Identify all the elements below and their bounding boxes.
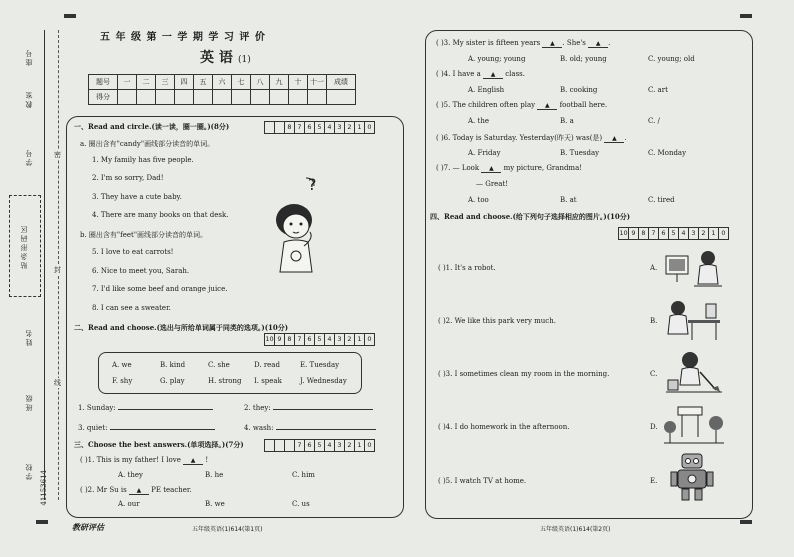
score-cell: 得分 — [89, 90, 118, 105]
s3-q5[interactable] — [436, 101, 607, 110]
s3-q3-end: . — [608, 39, 611, 47]
section1-item-5[interactable]: 5. I love to eat carrots! — [92, 248, 174, 256]
score-box[interactable]: 6 — [305, 121, 315, 134]
answer-blank[interactable] — [276, 429, 376, 430]
score-box[interactable]: 8 — [639, 227, 649, 240]
s3-q4[interactable] — [436, 70, 525, 79]
score-box[interactable]: 0 — [719, 227, 729, 240]
s4-item-1[interactable]: ( )1. It's a robot. — [438, 264, 496, 272]
score-box[interactable]: 2 — [699, 227, 709, 240]
score-input[interactable] — [194, 90, 213, 105]
s4-label-c: C. — [650, 370, 658, 378]
score-box[interactable]: 7 — [295, 439, 305, 452]
score-box[interactable]: 0 — [365, 121, 375, 134]
answer-blank[interactable]: ▲ — [537, 102, 557, 110]
s3-q3-opt-c[interactable]: C. young; old — [648, 55, 695, 63]
s3-q3-stem: ( )3. My sister is fifteen years — [436, 39, 541, 47]
section1-item-8[interactable]: 8. I can see a sweater. — [92, 304, 171, 312]
section3-heading: 三、Choose the best answers.(单项选择。)(7分) — [74, 440, 244, 449]
score-box[interactable]: 2 — [345, 333, 355, 346]
score-cell: 八 — [251, 75, 270, 90]
score-box[interactable]: 3 — [335, 121, 345, 134]
score-box[interactable]: 4 — [679, 227, 689, 240]
s3-q7-opt-b[interactable]: B. at — [560, 196, 577, 204]
section2-q4-label: 4. wash: — [244, 424, 274, 432]
score-input[interactable] — [232, 90, 251, 105]
score-box[interactable]: 1 — [355, 333, 365, 346]
margin-class: 班级 — [25, 393, 33, 411]
answer-blank[interactable] — [110, 429, 215, 430]
score-cell: 九 — [270, 75, 289, 90]
option-e: E. Tuesday — [300, 361, 340, 369]
subject-name: 英 语 — [200, 50, 233, 66]
score-box-empty — [264, 121, 275, 134]
s3-q1-opt-c[interactable]: C. him — [292, 471, 315, 479]
s3-q3[interactable] — [436, 39, 610, 48]
option-d: D. read — [254, 361, 280, 369]
score-cell: 四 — [175, 75, 194, 90]
s3-q6-opt-a[interactable]: A. Friday — [468, 149, 501, 157]
answer-blank[interactable]: ▲ — [129, 487, 149, 495]
score-box[interactable]: 1 — [709, 227, 719, 240]
score-box[interactable]: 5 — [669, 227, 679, 240]
score-box[interactable]: 5 — [315, 333, 325, 346]
s4-label-e: E. — [650, 477, 658, 485]
score-input[interactable] — [118, 90, 137, 105]
thinking-girl-illustration — [270, 176, 330, 286]
s3-q7-response: — Great! — [476, 180, 509, 188]
seal-char-3: 线 — [54, 379, 61, 387]
option-i: I. speak — [254, 377, 282, 385]
score-input[interactable] — [156, 90, 175, 105]
section2-q1 — [78, 404, 213, 412]
margin-line — [44, 30, 45, 500]
section1-item-2[interactable]: 2. I'm so sorry, Dad! — [92, 174, 164, 182]
seal-char-1: 密 — [54, 151, 61, 159]
s3-q3-mid: . She's — [562, 39, 586, 47]
score-box[interactable]: 4 — [325, 333, 335, 346]
picture-clean-room — [664, 350, 724, 394]
score-input[interactable] — [308, 90, 327, 105]
corner-mark — [740, 14, 752, 18]
subject-part: (1) — [237, 55, 251, 65]
score-input[interactable] — [327, 90, 356, 105]
score-box-empty — [275, 439, 285, 452]
score-cell: 一 — [118, 75, 137, 90]
score-box[interactable]: 0 — [365, 333, 375, 346]
barcode-area — [9, 195, 41, 297]
corner-mark — [64, 14, 76, 18]
score-box[interactable]: 1 — [355, 121, 365, 134]
score-table — [88, 74, 356, 105]
s3-q7-opt-c[interactable]: C. tired — [648, 196, 675, 204]
answer-blank[interactable]: ▲ — [542, 40, 562, 48]
score-box-empty — [285, 439, 295, 452]
margin-serial: 41153614 — [40, 470, 48, 506]
score-box[interactable]: 6 — [305, 333, 315, 346]
score-box[interactable]: 10 — [618, 227, 629, 240]
section2-q2-label: 2. they: — [244, 404, 271, 412]
section2-q3-label: 3. quiet: — [78, 424, 108, 432]
score-box[interactable]: 0 — [365, 439, 375, 452]
answer-blank[interactable]: ▲ — [183, 457, 203, 465]
section2-score-boxes — [264, 333, 375, 346]
footer-left-page: 五年级英语(1)614(第1页) — [192, 526, 263, 533]
s3-q2-opt-b[interactable]: B. we — [205, 500, 225, 508]
score-input[interactable] — [137, 90, 156, 105]
option-f: F. shy — [112, 377, 133, 385]
picture-homework — [664, 298, 724, 342]
score-box[interactable]: 4 — [325, 439, 335, 452]
score-box[interactable]: 8 — [285, 121, 295, 134]
option-c: C. she — [208, 361, 230, 369]
s3-q1-opt-a[interactable]: A. they — [118, 471, 143, 479]
s3-q7-opt-a[interactable]: A. too — [468, 196, 489, 204]
s3-q4-stem: ( )4. I have a — [436, 70, 481, 78]
s3-q7-stem: ( )7. — Look — [436, 164, 480, 172]
s3-q4-opt-b[interactable]: B. cooking — [560, 86, 598, 94]
option-j: J. Wednesday — [300, 377, 347, 385]
s4-item-2[interactable]: ( )2. We like this park very much. — [438, 317, 556, 325]
score-box[interactable]: 6 — [305, 439, 315, 452]
barcode-label: 贴条形码区 — [20, 224, 28, 269]
exam-title: 五 年 级 第 一 学 期 学 习 评 价 — [100, 32, 266, 43]
s4-item-3[interactable]: ( )3. I sometimes clean my room in the morning. — [438, 370, 610, 378]
s3-q3-opt-a[interactable]: A. young; young — [468, 55, 526, 63]
score-box[interactable]: 5 — [315, 439, 325, 452]
s3-q4-opt-c[interactable]: C. art — [648, 86, 668, 94]
s3-q6-opt-c[interactable]: C. Monday — [648, 149, 687, 157]
score-input[interactable] — [175, 90, 194, 105]
score-box[interactable]: 7 — [649, 227, 659, 240]
section2-q2 — [244, 404, 373, 412]
answer-blank[interactable]: ▲ — [604, 135, 624, 143]
score-cell: 七 — [232, 75, 251, 90]
margin-school: 学校 — [25, 462, 33, 480]
score-box[interactable]: 7 — [295, 121, 305, 134]
score-cell: 三 — [156, 75, 175, 90]
s3-q4-end: class. — [505, 70, 525, 78]
option-h: H. strong — [208, 377, 242, 385]
section1-item-6[interactable]: 6. Nice to meet you, Sarah. — [92, 267, 190, 275]
score-box-empty — [275, 121, 285, 134]
section1-a-instruction: a. 圈出含有"candy"画线部分读音的单词。 — [80, 140, 215, 148]
score-cell: 成绩 — [327, 75, 356, 90]
section4-heading: 四、Read and choose.(给下列句子选择相应的图片。)(10分) — [430, 212, 631, 221]
answer-blank[interactable]: ▲ — [481, 165, 501, 173]
s3-q2-stem: ( )2. Mr Su is — [80, 486, 127, 494]
score-box[interactable]: 2 — [345, 121, 355, 134]
picture-watch-tv — [664, 246, 724, 288]
s3-q5-opt-c[interactable]: C. / — [648, 117, 660, 125]
score-box[interactable]: 10 — [264, 333, 275, 346]
section2-q3 — [78, 424, 215, 432]
s4-label-a: A. — [650, 264, 658, 272]
section1-heading: 一、Read and circle.(读一读，圈一圈。)(8分) — [74, 122, 230, 131]
score-box[interactable]: 9 — [275, 333, 285, 346]
section2-q4 — [244, 424, 376, 432]
score-box[interactable]: 8 — [285, 333, 295, 346]
s3-q5-opt-a[interactable]: A. the — [468, 117, 489, 125]
section2-q1-label: 1. Sunday: — [78, 404, 116, 412]
score-cell: 十一 — [308, 75, 327, 90]
margin-classroom: 教室 — [25, 90, 33, 108]
option-b: B. kind — [160, 361, 186, 369]
s3-q7-end: my picture, Grandma! — [503, 164, 583, 172]
s4-item-4[interactable]: ( )4. I do homework in the afternoon. — [438, 423, 570, 431]
margin-seat: 座号 — [25, 48, 33, 66]
score-row-header — [89, 75, 356, 90]
section1-score-boxes — [264, 121, 375, 134]
section1-item-7[interactable]: 7. I'd like some beef and orange juice. — [92, 285, 228, 293]
s3-q6-opt-b[interactable]: B. Tuesday — [560, 149, 600, 157]
section2-heading: 二、Read and choose.(选出与所给单词属于同类的选项。)(10分) — [74, 323, 289, 332]
score-row-values — [89, 90, 356, 105]
s3-q6-end: . — [624, 134, 627, 142]
s4-label-b: B. — [650, 317, 658, 325]
section1-b-instruction: b. 圈出含有"feet"画线部分读音的单词。 — [80, 231, 208, 239]
score-box[interactable]: 6 — [659, 227, 669, 240]
s3-q2-opt-a[interactable]: A. our — [118, 500, 140, 508]
s3-q2-opt-c[interactable]: C. us — [292, 500, 310, 508]
s3-q1-end: ! — [205, 456, 209, 464]
answer-blank[interactable]: ▲ — [483, 71, 503, 79]
margin-name: 姓名 — [25, 328, 33, 346]
s3-q4-opt-a[interactable]: A. English — [468, 86, 505, 94]
score-cell: 五 — [194, 75, 213, 90]
s3-q6[interactable] — [436, 133, 627, 143]
score-input[interactable] — [213, 90, 232, 105]
answer-blank[interactable] — [273, 409, 373, 410]
score-box[interactable]: 3 — [335, 439, 345, 452]
s3-q6-stem: ( )6. Today is Saturday. Yesterday(昨天) was(是) — [436, 134, 603, 142]
svg-text:?: ? — [308, 176, 317, 194]
score-input[interactable] — [289, 90, 308, 105]
s3-q1-stem: ( )1. This is my father! I love — [80, 456, 181, 464]
score-box[interactable]: 7 — [295, 333, 305, 346]
s3-q3-opt-b[interactable]: B. old; young — [560, 55, 607, 63]
footer-brand: 教研评估 — [72, 522, 104, 532]
s3-q2[interactable] — [80, 486, 192, 495]
score-box[interactable]: 4 — [325, 121, 335, 134]
section2-options-box — [98, 352, 362, 394]
s4-label-d: D. — [650, 423, 658, 431]
margin-student-no: 学号 — [25, 148, 33, 166]
score-box[interactable]: 2 — [345, 439, 355, 452]
score-box[interactable]: 9 — [629, 227, 639, 240]
score-input[interactable] — [251, 90, 270, 105]
score-box[interactable]: 1 — [355, 439, 365, 452]
picture-park — [664, 403, 724, 447]
corner-mark — [36, 520, 48, 524]
s3-q5-stem: ( )5. The children often play — [436, 101, 536, 109]
section3-score-boxes — [264, 439, 375, 452]
score-cell: 二 — [137, 75, 156, 90]
s3-q2-end: PE teacher. — [151, 486, 192, 494]
score-box[interactable]: 5 — [315, 121, 325, 134]
score-box[interactable]: 3 — [335, 333, 345, 346]
section1-item-4[interactable]: 4. There are many books on that desk. — [92, 211, 229, 219]
section4-score-boxes — [618, 227, 729, 240]
s3-q7[interactable] — [436, 164, 582, 173]
seal-char-2: 封 — [54, 266, 61, 274]
option-g: G. play — [160, 377, 185, 385]
s3-q5-opt-b[interactable]: B. a — [560, 117, 574, 125]
score-box[interactable]: 3 — [689, 227, 699, 240]
score-cell: 题号 — [89, 75, 118, 90]
section1-item-1[interactable]: 1. My family has five people. — [92, 156, 194, 164]
s4-item-5[interactable]: ( )5. I watch TV at home. — [438, 477, 527, 485]
picture-robot — [670, 452, 714, 502]
score-cell: 六 — [213, 75, 232, 90]
s3-q1[interactable] — [80, 456, 208, 465]
score-cell: 十 — [289, 75, 308, 90]
corner-mark — [740, 520, 752, 524]
subject-title — [200, 47, 251, 67]
score-input[interactable] — [270, 90, 289, 105]
s3-q5-end: football here. — [559, 101, 608, 109]
score-box-empty — [264, 439, 275, 452]
s3-q1-opt-b[interactable]: B. he — [205, 471, 224, 479]
answer-blank[interactable] — [118, 409, 213, 410]
option-a: A. we — [112, 361, 132, 369]
footer-right-page: 五年级英语(1)614(第2页) — [540, 526, 611, 533]
answer-blank[interactable]: ▲ — [588, 40, 608, 48]
section1-item-3[interactable]: 3. They have a cute baby. — [92, 193, 182, 201]
